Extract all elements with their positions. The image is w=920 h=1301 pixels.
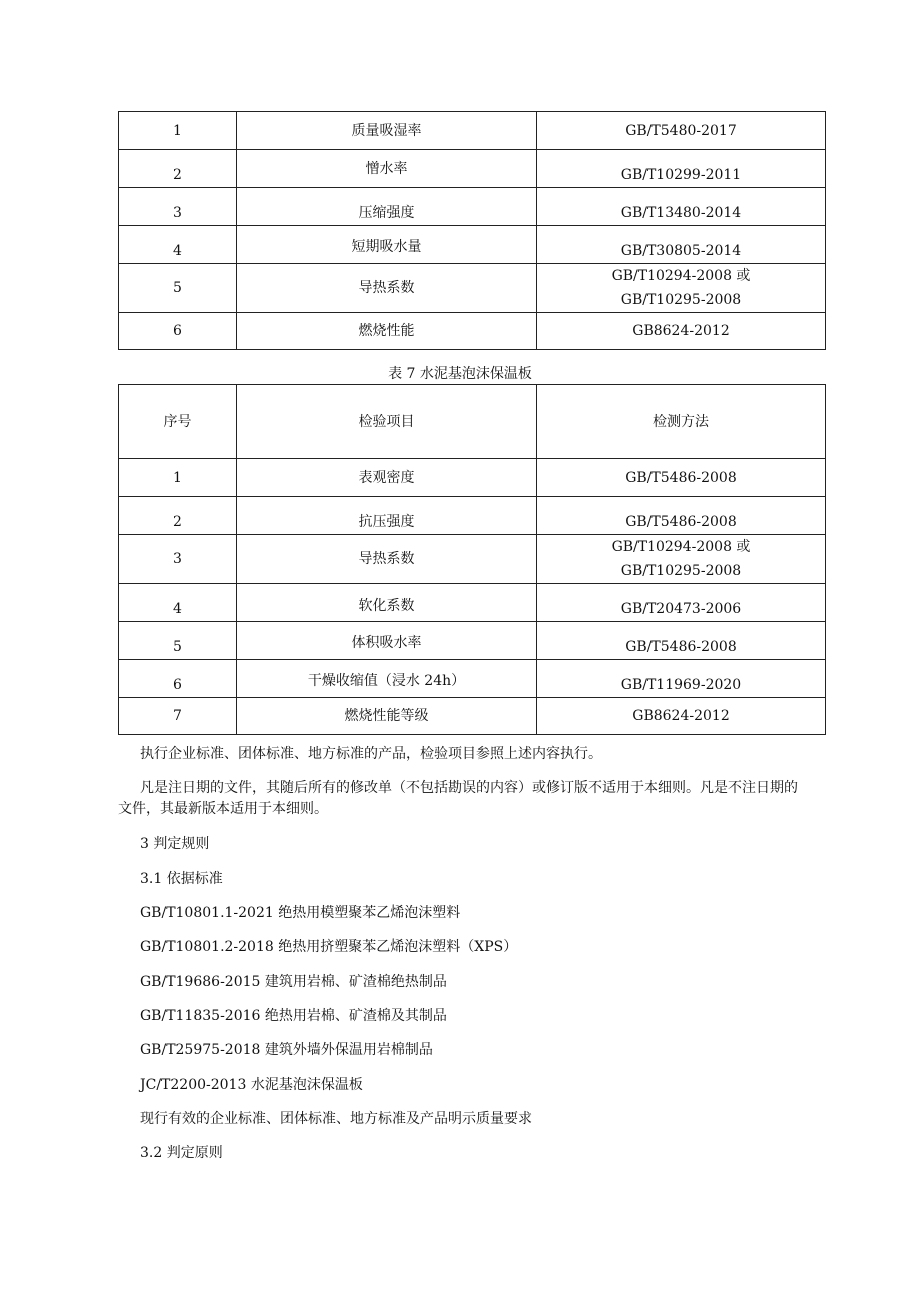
section-heading: 3 判定规则 — [140, 836, 210, 852]
test-method — [537, 264, 826, 313]
table-row — [119, 584, 826, 622]
header-number: 序号 — [119, 385, 237, 459]
test-method: GB/T5486-2008 — [537, 622, 826, 660]
test-item: 短期吸水量 — [237, 226, 537, 264]
standard-item: GB/T11835-2016 绝热用岩棉、矿渣棉及其制品 — [140, 1008, 447, 1024]
test-item: 软化系数 — [237, 584, 537, 622]
test-item: 干燥收缩值（浸水 24h） — [237, 660, 537, 698]
table-7 — [118, 384, 826, 735]
row-number: 6 — [119, 660, 237, 698]
test-item: 导热系数 — [237, 264, 537, 313]
row-number: 1 — [119, 459, 237, 497]
table-6 — [118, 111, 826, 350]
row-number: 3 — [119, 535, 237, 584]
test-method: GB8624-2012 — [537, 313, 826, 350]
row-number: 2 — [119, 150, 237, 188]
test-method — [537, 535, 826, 584]
test-item: 导热系数 — [237, 535, 537, 584]
test-item: 压缩强度 — [237, 188, 537, 226]
paragraph: 执行企业标准、团体标准、地方标准的产品，检验项目参照上述内容执行。 — [140, 746, 602, 762]
subsection-heading: 3.1 依据标准 — [140, 871, 223, 887]
standard-item: GB/T10801.1-2021 绝热用模塑聚苯乙烯泡沫塑料 — [140, 905, 461, 921]
test-method: GB/T5486-2008 — [537, 497, 826, 535]
test-item: 燃烧性能等级 — [237, 698, 537, 735]
row-number: 1 — [119, 112, 237, 150]
row-number: 7 — [119, 698, 237, 735]
row-number: 3 — [119, 188, 237, 226]
header-item: 检验项目 — [237, 385, 537, 459]
test-item: 表观密度 — [237, 459, 537, 497]
test-method: GB/T10299-2011 — [537, 150, 826, 188]
table-row — [119, 188, 826, 226]
table-row — [119, 535, 826, 584]
standard-item: GB/T25975-2018 建筑外墙外保温用岩棉制品 — [140, 1042, 433, 1058]
test-method-line: GB/T10295-2008 — [620, 563, 742, 579]
test-method: GB/T30805-2014 — [537, 226, 826, 264]
header-method: 检测方法 — [537, 385, 826, 459]
test-method-line: GB/T10295-2008 — [620, 292, 742, 308]
test-item: 憎水率 — [237, 150, 537, 188]
test-method-line: GB/T10294-2008 或 — [611, 268, 751, 284]
test-method: GB/T11969-2020 — [537, 660, 826, 698]
table-header-row — [119, 385, 826, 459]
table-row — [119, 497, 826, 535]
test-item: 燃烧性能 — [237, 313, 537, 350]
test-method-line: GB/T10294-2008 或 — [611, 539, 751, 555]
test-method: GB/T20473-2006 — [537, 584, 826, 622]
test-item: 质量吸湿率 — [237, 112, 537, 150]
table-row — [119, 112, 826, 150]
subsection-heading: 3.2 判定原则 — [140, 1145, 223, 1161]
table-row — [119, 660, 826, 698]
row-number: 5 — [119, 264, 237, 313]
row-number: 6 — [119, 313, 237, 350]
table-7-caption: 表 7 水泥基泡沫保温板 — [388, 366, 532, 382]
row-number: 2 — [119, 497, 237, 535]
standard-item: GB/T10801.2-2018 绝热用挤塑聚苯乙烯泡沫塑料（XPS） — [140, 939, 518, 955]
table-row — [119, 150, 826, 188]
table-row — [119, 698, 826, 735]
test-method: GB/T5486-2008 — [537, 459, 826, 497]
paragraph: 凡是注日期的文件，其随后所有的修改单（不包括勘误的内容）或修订版不适用于本细则。凡是不注日期的文件，其最新版本适用于本细则。 — [118, 780, 798, 817]
table-row — [119, 226, 826, 264]
test-method: GB/T13480-2014 — [537, 188, 826, 226]
test-method: GB8624-2012 — [537, 698, 826, 735]
table-row — [119, 264, 826, 313]
table-row — [119, 622, 826, 660]
row-number: 4 — [119, 584, 237, 622]
test-item: 抗压强度 — [237, 497, 537, 535]
table-row — [119, 459, 826, 497]
standard-item: JC/T2200-2013 水泥基泡沫保温板 — [140, 1077, 363, 1093]
row-number: 5 — [119, 622, 237, 660]
table-row — [119, 313, 826, 350]
standard-item: 现行有效的企业标准、团体标准、地方标准及产品明示质量要求 — [140, 1111, 532, 1127]
test-item: 体积吸水率 — [237, 622, 537, 660]
standard-item: GB/T19686-2015 建筑用岩棉、矿渣棉绝热制品 — [140, 974, 447, 990]
test-method: GB/T5480-2017 — [537, 112, 826, 150]
row-number: 4 — [119, 226, 237, 264]
